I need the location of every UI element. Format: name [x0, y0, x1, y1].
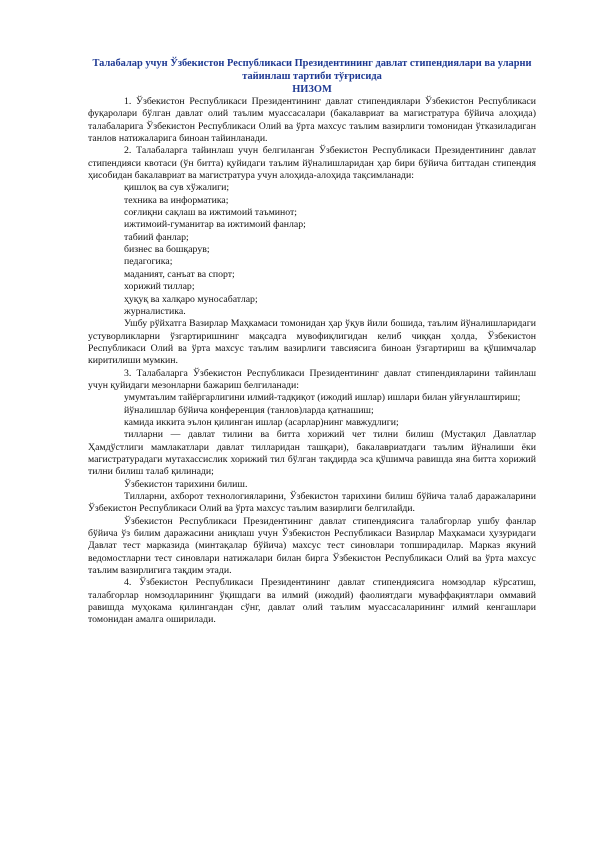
paragraph-11: Ўзбекистон Республикаси Президентининг давлат стипендиясига талабгорлар ушбу фанлар бўйича ўз билим даражасини аниқлаш учун Ўзбекистон Республикаси Вазирлар Маҳкамаси ҳузуридаги Давлат тест марказида (минтақалар бўйича) махсус тест синовлари топширадилар. Марказ якуний ведомостларни тест синовлари натижалари билан бирга Ўзбекистон Республикаси Олий ва ўрта махсус таълим вазирлигига тақдим этади.: [88, 515, 536, 577]
paragraph-4: 3. Талабаларга Ўзбекистон Республикаси Президентининг давлат стипендияларини тайинлаш учун қуйидаги мезонларни бажариш белгиланади:: [88, 367, 536, 391]
document-title: Талабалар учун Ўзбекистон Республикаси Президентининг давлат стипендиялари ва уларни тайинлаш тартиби тўғрисида: [92, 58, 532, 82]
paragraph-9: Ўзбекистон тарихини билиш.: [124, 478, 248, 490]
list-item: педагогика;: [124, 256, 173, 268]
paragraph-7: камида иккита эълон қилинган ишлар (асарлар)нинг мавжудлиги;: [124, 416, 399, 428]
list-item: журналистика.: [124, 305, 186, 317]
list-item: қишлоқ ва сув хўжалиги;: [124, 182, 230, 194]
list-item: табиий фанлар;: [124, 231, 189, 243]
list-item: бизнес ва бошқарув;: [124, 244, 210, 256]
paragraph-3: Ушбу рўйхатга Вазирлар Маҳкамаси томонидан ҳар ўқув йили бошида, таълим йўналишларидаги устуворликларни ўзгартиришнинг мақсадга мувофиқлигидан келиб чиққан ҳолда, Ўзбекистон Республикаси Олий ва ўрта махсус таълим вазирлиги тавсиясига биноан ўзгартириш ва қўшимчалар киритилиши мумкин.: [88, 318, 536, 367]
list-item: маданият, санъат ва спорт;: [124, 268, 235, 280]
paragraph-1: 1. Ўзбекистон Республикаси Президентининг давлат стипендиялари Ўзбекистон Республикаси фуқаролари бўлган давлат олий таълим муассасалари (бакалавриат ва магистратура бўйича алоҳида) талабаларига Ўзбекистон Республикаси Олий ва ўрта махсус таълим вазирлиги томонидан ўтказиладиган танлов натижаларига биноан тайинланади.: [88, 96, 536, 145]
list-item: соғлиқни сақлаш ва ижтимоий таъминот;: [124, 207, 298, 219]
paragraph-6: йўналишлар бўйича конференция (танлов)ларда қатнашиш;: [124, 404, 374, 416]
paragraph-10: Тилларни, ахборот технологияларини, Ўзбекистон тарихини билиш бўйича талаб даражаларини Ўзбекистон Республикаси Олий ва ўрта махсус таълим вазирлиги белгилайди.: [88, 491, 536, 515]
document-body: [88, 57, 536, 627]
document-subtitle: НИЗОМ: [292, 84, 332, 95]
list-item: техника ва информатика;: [124, 194, 229, 206]
paragraph-8: тилларни — давлат тилини ва битта хорижий чет тилни билиш (Мустақил Давлатлар Ҳамдўстлиги мамлакатлари давлат тилларидан ташқари), бакалавриатдаги таълим йўналиши ёки магистратурадаги мутахассислик хорижий тил бўлган тақдирда эса қўшимча равишда яна битта хорижий тилни билиш талаб қилинади;: [88, 429, 536, 478]
list-item: ижтимоий-гуманитар ва ижтимоий фанлар;: [124, 219, 306, 231]
paragraph-12: 4. Ўзбекистон Республикаси Президентининг давлат стипендиясига номзодлар кўрсатиш, талабгорлар номзодларининг ўқишдаги ва илмий (ижодий) фаолиятдаги муваффақиятлари оммавий равишда муҳокама қилингандан сўнг, давлат олий таълим муассасаларининг илмий кенгашлари томонидан амалга оширилади.: [88, 577, 536, 626]
paragraph-2: 2. Талабаларга тайинлаш учун белгиланган Ўзбекистон Республикаси Президентининг давлат стипендияси квотаси (ўн битта) қуйидаги таълим йўналишларидан ҳар бири бўйича биттадан стипендия ҳисобидан бакалавриат ва магистратура учун алоҳида-алоҳида тақсимланади:: [88, 145, 536, 182]
list-item: хорижий тиллар;: [124, 281, 195, 293]
list-item: ҳуқуқ ва халқаро муносабатлар;: [124, 293, 258, 305]
paragraph-5: умумтаълим тайёргарлигини илмий-тадқиқот (ижодий ишлар) ишлари билан уйғунлаштириш;: [124, 392, 521, 404]
